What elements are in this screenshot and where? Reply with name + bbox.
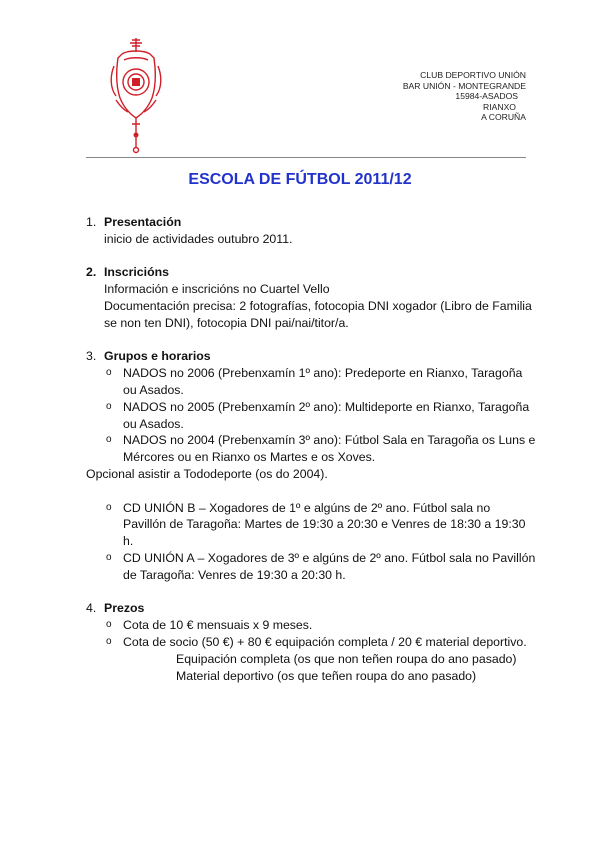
list-item: o Cota de socio (50 €) + 80 € equipación completa / 20 € material deportivo. <box>104 634 536 651</box>
list-item: o NADOS no 2005 (Prebenxamín 2º ano): Multideporte en Rianxo, Taragoña ou Asados. <box>104 399 536 433</box>
section-text: inicio de actividades outubro 2011. <box>104 231 293 246</box>
club-town: RIANXO <box>483 101 516 112</box>
club-province: A CORUÑA <box>481 112 526 122</box>
section-heading: Grupos e horarios <box>104 349 211 364</box>
section-number: 4. <box>86 601 97 616</box>
section-presentacion <box>86 214 536 248</box>
section-heading: Presentación <box>104 215 182 229</box>
teams-list <box>104 500 536 584</box>
price-detail: Equipación completa (os que non teñen roupa do ano pasado) <box>176 651 517 666</box>
header-divider <box>86 157 526 158</box>
list-item: o NADOS no 2006 (Prebenxamín 1º ano): Predeporte en Rianxo, Taragoña ou Asados. <box>104 365 536 399</box>
club-address <box>403 70 526 123</box>
section-number: 1. <box>86 215 97 229</box>
section-number: 2. <box>86 265 97 280</box>
list-item: o CD UNIÓN B – Xogadores de 1º e algúns de 2º ano. Fútbol sala no Pavillón de Taragoña: Martes de 19:30 a 20:30 e Venres de 18:30 a 19:30 h. <box>104 500 536 550</box>
page-title: ESCOLA DE FÚTBOL 2011/12 <box>188 171 412 188</box>
club-crest-icon <box>108 36 164 154</box>
section-inscricions <box>86 264 536 331</box>
price-detail: Material deportivo (os que teñen roupa do ano pasado) <box>176 668 477 683</box>
section-heading: Prezos <box>104 601 145 616</box>
groups-list <box>104 365 536 466</box>
club-name: CLUB DEPORTIVO UNIÓN <box>420 70 526 80</box>
list-item: o CD UNIÓN A – Xogadores de 3º e algúns de 2º ano. Fútbol sala no Pavillón de Taragoña: Venres de 19:30 a 20:30 h. <box>104 550 536 584</box>
club-bar: BAR UNIÓN - MONTEGRANDE <box>402 80 526 91</box>
section-prezos <box>86 600 536 684</box>
optional-note: Opcional asistir a Tododeporte (os do 2004). <box>86 466 328 481</box>
prices-list <box>104 617 536 651</box>
section-text: Documentación precisa: 2 fotografías, fotocopia DNI xogador (Libro de Familia se non ten DNI), fotocopia DNI pai/nai/titor/a. <box>104 298 532 330</box>
section-teams <box>86 500 536 584</box>
list-item: o Cota de 10 € mensuais x 9 meses. <box>104 617 536 634</box>
document-body <box>86 214 536 684</box>
section-grupos <box>86 348 536 466</box>
section-text: Información e inscricións no Cuartel Vello <box>104 282 330 297</box>
section-number: 3. <box>86 349 97 364</box>
list-item: o NADOS no 2004 (Prebenxamín 3º ano): Fútbol Sala en Taragoña os Luns e Mércores ou en Rianxo os Martes e os Xoves. <box>104 432 536 466</box>
club-postcode: 15984-ASADOS <box>455 91 518 101</box>
section-heading: Inscricións <box>104 265 169 280</box>
